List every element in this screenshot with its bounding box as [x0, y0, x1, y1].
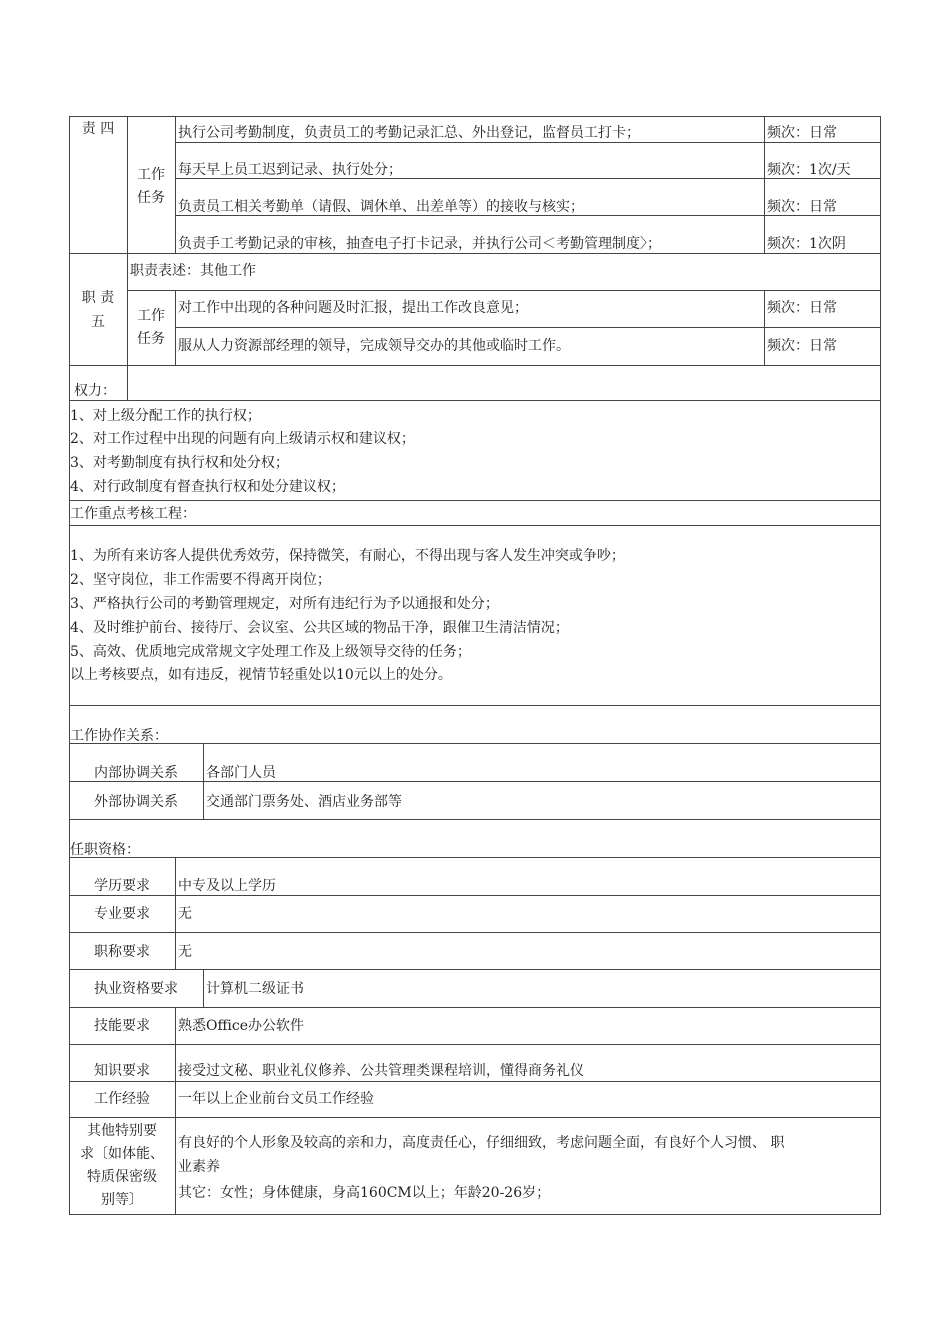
- table-rule: [69, 116, 881, 117]
- table-rule: [175, 116, 176, 253]
- duty5-task-text: 对工作中出现的各种问题及时汇报，提出工作改良意见；: [178, 300, 528, 316]
- duty5-label: 五: [91, 314, 105, 330]
- duty5-task-freq: 频次：日常: [767, 300, 837, 316]
- table-border-right: [880, 116, 881, 1215]
- authority-item: 2、对工作过程中出现的问题有向上级请示权和建议权；: [70, 431, 415, 447]
- duty4-task-text: 负责员工相关考勤单（请假、调休单、出差单等）的接收与核实；: [178, 199, 584, 215]
- license-label: 执业资格要求: [94, 981, 178, 997]
- duty4-task-text: 每天早上员工迟到记录、执行处分；: [178, 162, 402, 178]
- duty5-task-freq: 频次：日常: [767, 338, 837, 354]
- table-rule: [69, 857, 881, 858]
- other-requirements-label: 特质保密级: [87, 1169, 157, 1185]
- major-value: 无: [178, 906, 192, 922]
- table-rule: [69, 1007, 881, 1008]
- assessment-item: 3、严格执行公司的考勤管理规定，对所有违纪行为予以通报和处分；: [70, 596, 499, 612]
- duty4-task-text: 负责手工考勤记录的审核，抽查电子打卡记录，并执行公司＜考勤管理制度〉；: [178, 236, 661, 252]
- authority-item: 4、对行政制度有督查执行权和处分建议权；: [70, 479, 345, 495]
- assessment-item: 5、高效、优质地完成常规文字处理工作及上级领导交待的任务；: [70, 644, 471, 660]
- table-rule: [69, 895, 881, 896]
- internal-coordination-value: 各部门人员: [206, 765, 276, 781]
- knowledge-value: 接受过文秘、职业礼仪修养、公共管理类课程培训，懂得商务礼仪: [178, 1063, 584, 1079]
- table-rule: [69, 1117, 881, 1118]
- skill-value: 熟悉Office办公软件: [178, 1018, 305, 1034]
- authority-item: 3、对考勤制度有执行权和处分权；: [70, 455, 289, 471]
- education-label: 学历要求: [94, 878, 150, 894]
- table-rule: [127, 365, 128, 400]
- license-value: 计算机二级证书: [206, 981, 304, 997]
- education-value: 中专及以上学历: [178, 878, 276, 894]
- professional-title-label: 职称要求: [94, 944, 150, 960]
- table-rule: [203, 969, 204, 1007]
- internal-coordination-label: 内部协调关系: [94, 765, 178, 781]
- major-label: 专业要求: [94, 906, 150, 922]
- table-rule: [175, 142, 881, 143]
- duty4-task-label: 任务: [137, 190, 165, 206]
- cooperation-title: 工作协作关系：: [70, 728, 168, 744]
- duty5-label: 职 责: [81, 290, 115, 306]
- table-rule: [69, 705, 881, 706]
- table-rule: [764, 116, 765, 253]
- table-rule: [69, 400, 881, 401]
- table-rule: [69, 1081, 881, 1082]
- qualifications-title: 任职资格：: [70, 842, 140, 858]
- duty4-task-freq: 频次：1次阴: [767, 236, 846, 252]
- other-requirements-label: 别等〕: [101, 1192, 143, 1208]
- table-rule: [175, 857, 176, 969]
- duty4-task-freq: 频次：日常: [767, 199, 837, 215]
- other-requirements-label: 求〔如体能、: [80, 1146, 164, 1162]
- table-rule: [69, 1214, 881, 1215]
- other-requirements-label: 其他特别要: [87, 1123, 157, 1139]
- external-coordination-value: 交通部门票务处、酒店业务部等: [206, 794, 402, 810]
- table-rule: [69, 525, 881, 526]
- experience-label: 工作经验: [94, 1091, 150, 1107]
- table-rule: [175, 327, 881, 328]
- duty4-task-text: 执行公司考勤制度，负责员工的考勤记录汇总、外出登记，监督员工打卡；: [178, 125, 640, 141]
- assessment-title: 工作重点考核工程：: [70, 506, 196, 522]
- table-rule: [69, 365, 881, 366]
- table-rule: [69, 819, 881, 820]
- external-coordination-label: 外部协调关系: [94, 794, 178, 810]
- table-rule: [127, 116, 128, 253]
- knowledge-label: 知识要求: [94, 1063, 150, 1079]
- assessment-item: 4、及时维护前台、接待厅、会议室、公共区域的物品干净，跟催卫生清洁情况；: [70, 620, 569, 636]
- table-rule: [69, 1044, 881, 1045]
- duty5-task-text: 服从人力资源部经理的领导，完成领导交办的其他或临时工作。: [178, 338, 570, 354]
- professional-title-value: 无: [178, 944, 192, 960]
- skill-label: 技能要求: [94, 1018, 150, 1034]
- table-rule: [69, 253, 881, 254]
- other-requirements-value: 有良好的个人形象及较高的亲和力，高度责任心，仔细细致，考虑问题全面，有良好个人习惯、 职: [178, 1135, 785, 1151]
- table-rule: [127, 290, 881, 291]
- experience-value: 一年以上企业前台文员工作经验: [178, 1091, 374, 1107]
- duty5-description: 职责表述：其他工作: [130, 263, 256, 279]
- table-rule: [69, 500, 881, 501]
- table-rule: [69, 743, 881, 744]
- duty5-task-label: 任务: [137, 331, 165, 347]
- duty4-task-label: 工作: [137, 167, 165, 183]
- authority-title: 权力：: [74, 383, 116, 399]
- table-rule: [175, 1007, 176, 1215]
- duty4-task-freq: 频次：1次/天: [767, 162, 851, 178]
- table-rule: [69, 969, 881, 970]
- assessment-item: 1、为所有来访客人提供优秀效劳，保持微笑，有耐心，不得出现与客人发生冲突或争吵；: [70, 548, 625, 564]
- duty5-task-label: 工作: [137, 308, 165, 324]
- duty4-label: 责 四: [81, 121, 115, 137]
- duty4-task-freq: 频次：日常: [767, 125, 837, 141]
- table-rule: [69, 932, 881, 933]
- assessment-item: 以上考核要点，如有违反，视情节轻重处以10元以上的处分。: [70, 667, 452, 683]
- other-requirements-value: 业素养: [178, 1159, 220, 1175]
- assessment-item: 2、坚守岗位，非工作需要不得离开岗位；: [70, 572, 331, 588]
- authority-item: 1、对上级分配工作的执行权；: [70, 408, 261, 424]
- other-requirements-value: 其它：女性；身体健康，身高160CM以上；年龄20-26岁；: [178, 1185, 551, 1201]
